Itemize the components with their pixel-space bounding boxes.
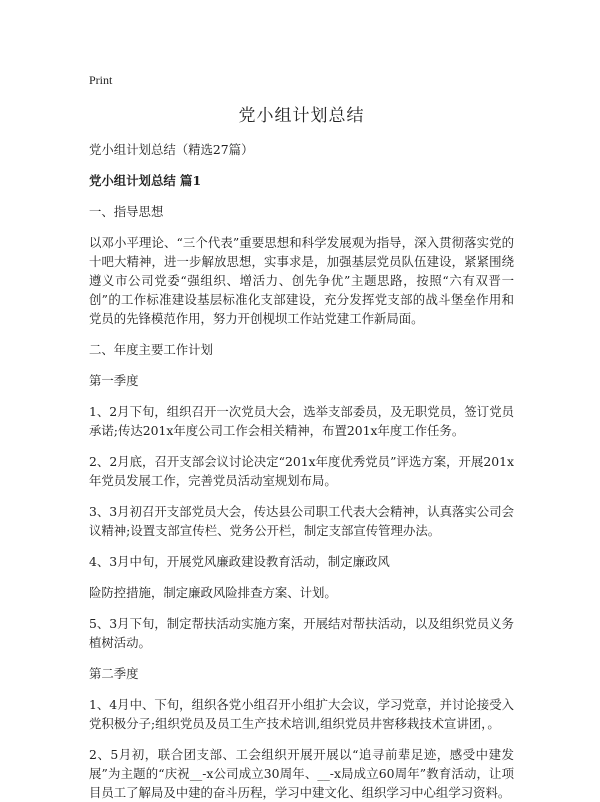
paragraph-q1-item-4: 4、3月中旬，开展党风廉政建设教育活动，制定廉政风 <box>89 554 390 569</box>
paragraph-guiding-heading: 一、指导思想 <box>89 204 164 219</box>
document-subtitle: 党小组计划总结（精选27篇） <box>89 142 254 157</box>
paragraph-q1-heading: 第一季度 <box>89 373 139 388</box>
document-title: 党小组计划总结 <box>238 106 365 126</box>
paragraph-plan-heading: 二、年度主要工作计划 <box>89 342 213 357</box>
paragraph-q1-item-5: 5、3月下旬，制定帮扶活动实施方案，开展结对帮扶活动，以及组织党员义务植树活动。 <box>89 616 514 650</box>
paragraph-q1-item-3: 3、3月初召开支部党员大会，传达县公司职工代表大会精神，认真落实公司会议精神;设置支部宣传栏、党务公开栏，制定支部宣传管理办法。 <box>89 504 514 538</box>
paragraph-q1-item-1: 1、2月下旬，组织召开一次党员大会，选举支部委员，及无职党员，签订党员承诺;传达201x年度公司工作会相关精神，布置201x年度工作任务。 <box>89 404 514 438</box>
print-link[interactable]: Print <box>89 73 113 87</box>
paragraph-q2-item-1: 1、4月中、下旬，组织各党小组召开小组扩大会议，学习党章，并讨论接受入党积极分子;组织党员及员工生产技术培训,组织党员井窖移栽技术宣讲团，。 <box>89 697 514 731</box>
paragraph-guiding-body: 以邓小平理论、“三个代表”重要思想和科学发展观为指导，深入贯彻落实党的十吧大精神，进一步解放思想，实事求是，加强基层党员队伍建设，紧紧围绕遵义市公司党委“强组织、增活力、创先争优”主题思路，按照“六有双晋一创”的工作标准建设基层标准化支部建设，充分发挥党支部的战斗堡垒作用和党员的先锋模范作用，努力开创枧坝工作站党建工作新局面。 <box>89 235 514 326</box>
section-heading: 党小组计划总结 篇1 <box>89 173 202 188</box>
paragraph-q1-item-2: 2、2月底，召开支部会议讨论决定“201x年度优秀党员”评选方案，开展201x年党员发展工作，完善党员活动室规划布局。 <box>89 454 514 488</box>
paragraph-q2-heading: 第二季度 <box>89 666 139 681</box>
paragraph-q2-item-2: 2、5月初，联合团支部、工会组织开展开展以“追寻前辈足迹，感受中建发展”为主题的“庆祝__-x公司成立30周年、__-x局成立60周年”教育活动，让项目员工了解局及中建的奋斗历程，学习中建文化、组织学习中心组学习资料。 <box>89 747 514 800</box>
paragraph-q1-item-4-cont: 险防控措施，制定廉政风险排查方案、计划。 <box>89 585 337 600</box>
